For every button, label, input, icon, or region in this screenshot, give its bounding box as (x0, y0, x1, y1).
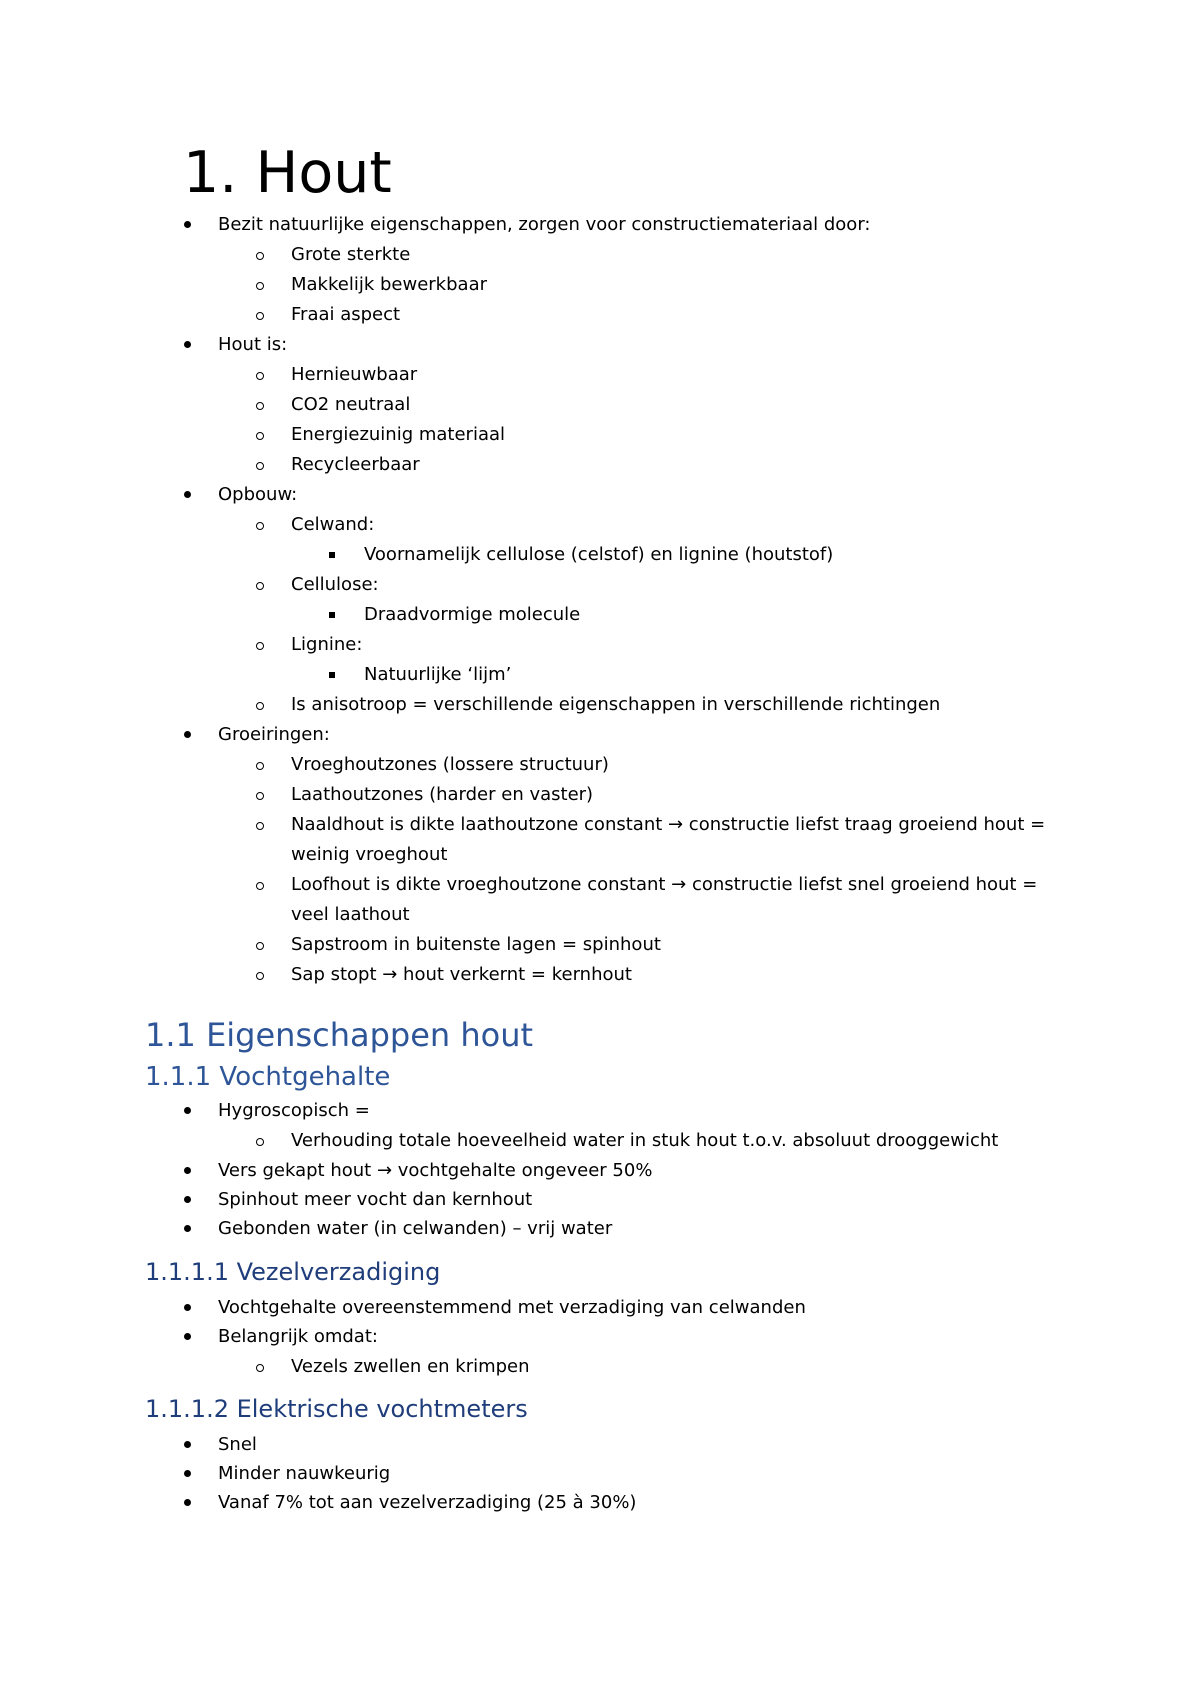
bullet-icon (184, 1167, 191, 1174)
sub-list-item-text: Naaldhout is dikte laathoutzone constant → constructie liefst traag groeiend hout = (291, 814, 1046, 835)
bullet-icon (184, 341, 191, 348)
circle-bullet-icon (256, 252, 264, 260)
circle-bullet-icon (256, 402, 264, 410)
list-item-text: Hout is: (218, 334, 288, 355)
sub-list-item-text: CO2 neutraal (291, 394, 411, 415)
circle-bullet-icon (256, 942, 264, 950)
list-item-text: Snel (218, 1434, 257, 1455)
circle-bullet-icon (256, 432, 264, 440)
circle-bullet-icon (256, 1364, 264, 1372)
sub-list-item-text: Hernieuwbaar (291, 364, 418, 385)
square-bullet-icon (329, 672, 335, 678)
subsubsection-heading: 1.1.1.2 Elektrische vochtmeters (145, 1395, 528, 1423)
sub-list-item-text: Is anisotroop = verschillende eigenschappen in verschillende richtingen (291, 694, 941, 715)
circle-bullet-icon (256, 582, 264, 590)
sub-list-item-continuation: veel laathout (291, 904, 410, 925)
sub-sub-list-item-text: Voornamelijk cellulose (celstof) en lignine (houtstof) (364, 544, 834, 565)
sub-sub-list-item-text: Draadvormige molecule (364, 604, 581, 625)
circle-bullet-icon (256, 972, 264, 980)
list-item-text: Bezit natuurlijke eigenschappen, zorgen voor constructiemateriaal door: (218, 214, 871, 235)
circle-bullet-icon (256, 312, 264, 320)
bullet-icon (184, 1225, 191, 1232)
bullet-icon (184, 1333, 191, 1340)
circle-bullet-icon (256, 1138, 264, 1146)
circle-bullet-icon (256, 372, 264, 380)
sub-list-item-text: Fraai aspect (291, 304, 401, 325)
sub-list-item-text: Cellulose: (291, 574, 379, 595)
sub-list-item-text: Vezels zwellen en krimpen (291, 1356, 530, 1377)
section-heading: 1.1 Eigenschappen hout (145, 1016, 534, 1054)
sub-list-item-text: Lignine: (291, 634, 363, 655)
subsubsection-heading: 1.1.1.1 Vezelverzadiging (145, 1258, 441, 1286)
list-item-text: Groeiringen: (218, 724, 330, 745)
bullet-icon (184, 1196, 191, 1203)
list-item-text: Vochtgehalte overeenstemmend met verzadiging van celwanden (218, 1297, 806, 1318)
circle-bullet-icon (256, 822, 264, 830)
circle-bullet-icon (256, 462, 264, 470)
circle-bullet-icon (256, 792, 264, 800)
list-item-text: Belangrijk omdat: (218, 1326, 378, 1347)
sub-list-item-text: Recycleerbaar (291, 454, 420, 475)
sub-list-item-text: Loofhout is dikte vroeghoutzone constant → constructie liefst snel groeiend hout = (291, 874, 1038, 895)
list-item-text: Minder nauwkeurig (218, 1463, 391, 1484)
sub-list-item-continuation: weinig vroeghout (291, 844, 448, 865)
list-item-text: Hygroscopisch = (218, 1100, 370, 1121)
bullet-icon (184, 1499, 191, 1506)
circle-bullet-icon (256, 702, 264, 710)
list-item-text: Gebonden water (in celwanden) – vrij water (218, 1218, 613, 1239)
bullet-icon (184, 1107, 191, 1114)
list-item-text: Vers gekapt hout → vochtgehalte ongeveer 50% (218, 1160, 653, 1181)
bullet-icon (184, 731, 191, 738)
bullet-icon (184, 491, 191, 498)
sub-list-item-text: Verhouding totale hoeveelheid water in stuk hout t.o.v. absoluut drooggewicht (291, 1130, 999, 1151)
circle-bullet-icon (256, 762, 264, 770)
sub-list-item-text: Makkelijk bewerkbaar (291, 274, 487, 295)
square-bullet-icon (329, 612, 335, 618)
circle-bullet-icon (256, 282, 264, 290)
sub-list-item-text: Energiezuinig materiaal (291, 424, 506, 445)
bullet-icon (184, 1470, 191, 1477)
sub-list-item-text: Celwand: (291, 514, 375, 535)
sub-list-item-text: Vroeghoutzones (lossere structuur) (291, 754, 609, 775)
list-item-text: Spinhout meer vocht dan kernhout (218, 1189, 533, 1210)
circle-bullet-icon (256, 642, 264, 650)
circle-bullet-icon (256, 882, 264, 890)
sub-list-item-text: Grote sterkte (291, 244, 411, 265)
subsection-heading: 1.1.1 Vochtgehalte (145, 1062, 391, 1092)
sub-sub-list-item-text: Natuurlijke ‘lijm’ (364, 664, 512, 685)
sub-list-item-text: Sap stopt → hout verkernt = kernhout (291, 964, 632, 985)
page-title: 1. Hout (183, 140, 392, 206)
sub-list-item-text: Sapstroom in buitenste lagen = spinhout (291, 934, 661, 955)
list-item-text: Opbouw: (218, 484, 298, 505)
circle-bullet-icon (256, 522, 264, 530)
bullet-icon (184, 221, 191, 228)
sub-list-item-text: Laathoutzones (harder en vaster) (291, 784, 594, 805)
bullet-icon (184, 1304, 191, 1311)
square-bullet-icon (329, 552, 335, 558)
bullet-icon (184, 1441, 191, 1448)
list-item-text: Vanaf 7% tot aan vezelverzadiging (25 à 30%) (218, 1492, 637, 1513)
